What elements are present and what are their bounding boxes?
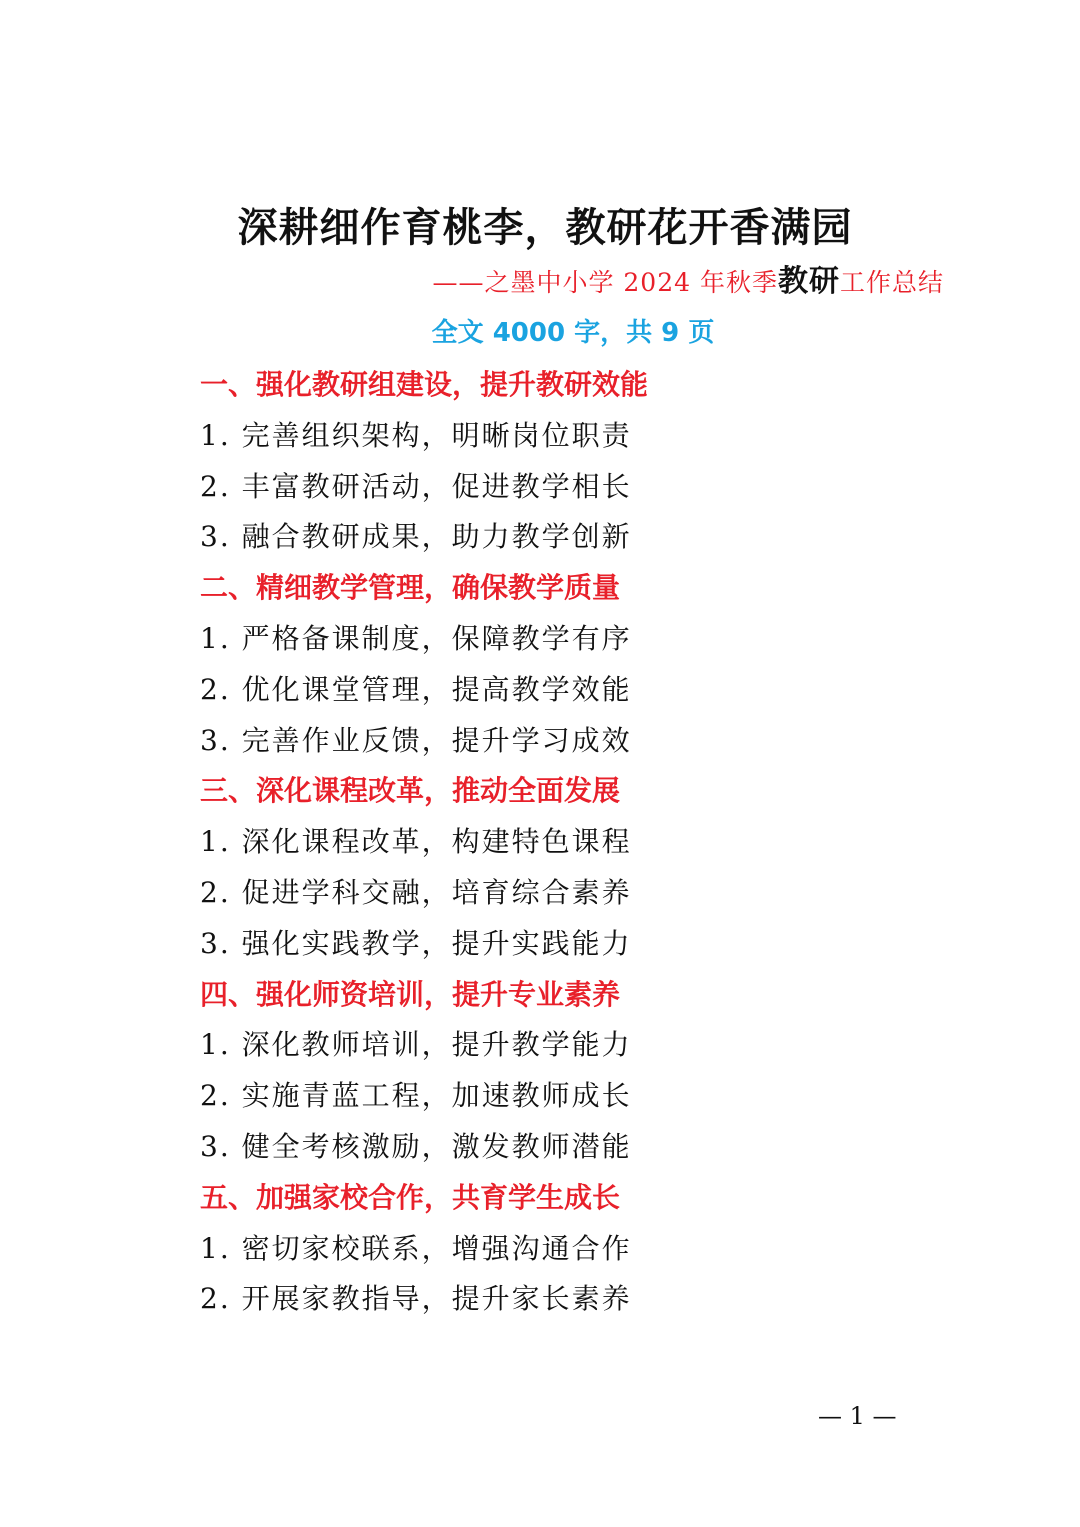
section-item: 2. 实施青蓝工程，加速教师成长 <box>200 1079 632 1113</box>
subtitle-suffix: 工作总结 <box>839 268 944 297</box>
subtitle-prefix: ——之墨中小学 2024 年秋季 <box>432 268 778 297</box>
section-heading: 一、强化教研组建设，提升教研效能 <box>200 368 649 401</box>
section-item: 1. 深化教师培训，提升教学能力 <box>200 1028 632 1062</box>
table-of-contents <box>200 360 920 1325</box>
section-item: 1. 密切家校联系，增强沟通合作 <box>200 1231 632 1265</box>
section-item: 1. 完善组织架构，明晰岗位职责 <box>200 418 632 452</box>
section-item: 2. 促进学科交融，培育综合素养 <box>200 875 632 909</box>
document-title: 深耕细作育桃李，教研花开香满园 <box>237 204 853 251</box>
section-item: 3. 融合教研成果，助力教学创新 <box>200 520 632 554</box>
section-heading: 五、加强家校合作，共育学生成长 <box>200 1180 621 1214</box>
section-heading: 三、深化课程改革，推动全面发展 <box>200 774 621 808</box>
section-item: 3. 完善作业反馈，提升学习成效 <box>200 723 632 757</box>
page-number: — 1 — <box>818 1402 897 1430</box>
section-item: 2. 丰富教研活动，促进教学相长 <box>200 469 632 503</box>
section-item: 2. 优化课堂管理，提高教学效能 <box>200 672 632 706</box>
subtitle-emphasis: 教研 <box>777 264 840 299</box>
section-item: 3. 强化实践教学，提升实践能力 <box>200 926 632 960</box>
section-heading: 二、精细教学管理，确保教学质量 <box>200 571 621 605</box>
document-subtitle <box>432 256 944 300</box>
document-meta: 全文 4000 字，共 9 页 <box>431 318 715 348</box>
section-item: 3. 健全考核激励，激发教师潜能 <box>200 1129 632 1163</box>
section-heading: 四、强化师资培训，提升专业素养 <box>200 977 621 1011</box>
section-item: 2. 开展家教指导，提升家长素养 <box>200 1282 632 1316</box>
section-item: 1. 严格备课制度，保障教学有序 <box>200 621 632 655</box>
section-item: 1. 深化课程改革，构建特色课程 <box>200 825 632 859</box>
